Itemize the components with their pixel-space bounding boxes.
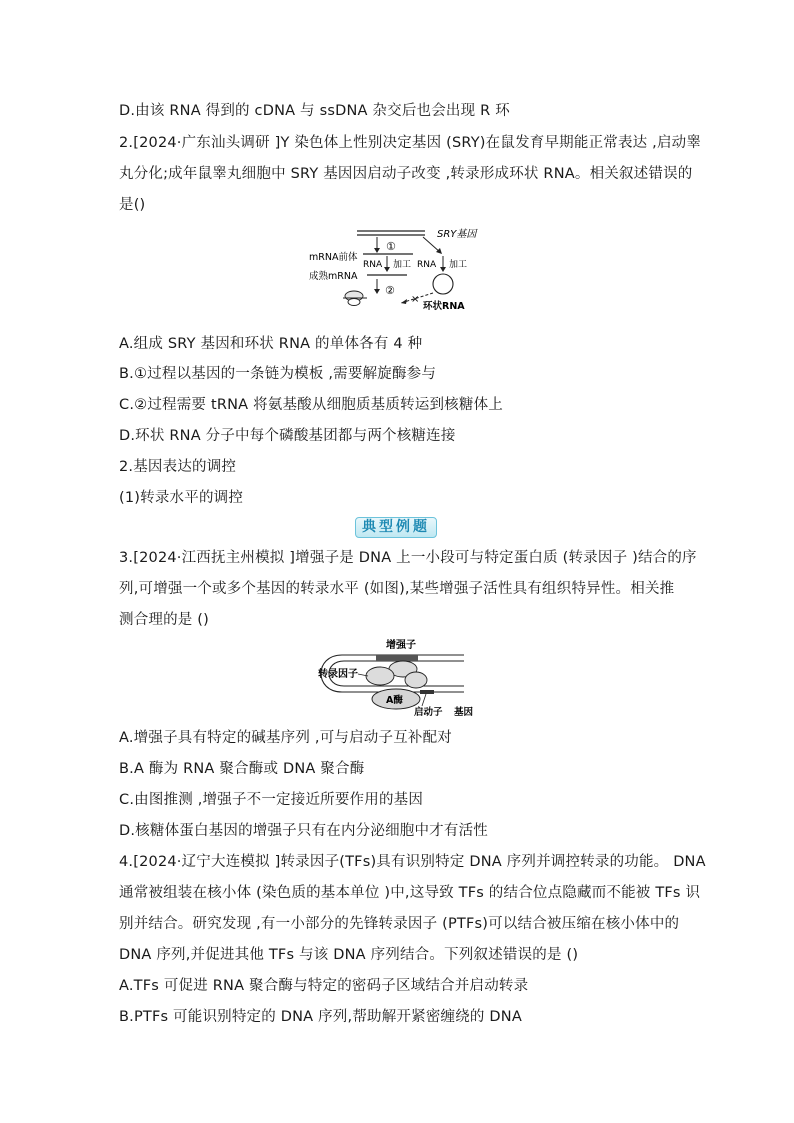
processing-label-left: 加工 bbox=[393, 260, 412, 270]
promoter-label: 启动子 bbox=[414, 707, 443, 718]
option-d-q1: D.由该 RNA 得到的 cDNA 与 ssDNA 杂交后也会出现 R 环 bbox=[119, 103, 510, 119]
question-4-line-2: 通常被组装在核小体 (染色质的基本单位 )中,这导致 TFs 的结合位点隐藏而不能被 TFs 识 bbox=[119, 885, 701, 901]
question-2-line-1: 2.[2024·广东汕头调研 ]Y 染色体上性别决定基因 (SRY)在鼠发育早期能正常表达 ,启动睾 bbox=[119, 135, 702, 151]
question-3-line-2: 列,可增强一个或多个基因的转录水平 (如图),某些增强子活性具有组织特异性。相关推 bbox=[119, 581, 675, 597]
enhancer-label: 增强子 bbox=[386, 640, 416, 651]
question-3-line-1: 3.[2024·江西抚主州模拟 ]增强子是 DNA 上一小段可与特定蛋白质 (转录因子 )结合的序 bbox=[119, 550, 697, 566]
mature-mrna-label: 成熟mRNA bbox=[309, 271, 358, 282]
option-d-q3: D.核糖体蛋白基因的增强子只有在内分泌细胞中才有活性 bbox=[119, 823, 488, 839]
sry-transcription-diagram bbox=[305, 223, 490, 315]
step-2-marker: ② bbox=[385, 284, 395, 297]
circular-rna-label: 环状RNA bbox=[423, 301, 465, 312]
option-c-q3: C.由图推测 ,增强子不一定接近所要作用的基因 bbox=[119, 792, 424, 808]
enhancer-diagram bbox=[312, 636, 492, 718]
processing-label-right: 加工 bbox=[449, 260, 468, 270]
option-a-q4: A.TFs 可促进 RNA 聚合酶与特定的密码子区域结合并启动转录 bbox=[119, 978, 529, 994]
transcription-factor-label: 转录因子 bbox=[318, 669, 358, 680]
option-b-q3: B.A 酶为 RNA 聚合酶或 DNA 聚合酶 bbox=[119, 761, 365, 777]
question-4-line-4: DNA 序列,并促进其他 TFs 与该 DNA 序列结合。下列叙述错误的是 () bbox=[119, 947, 579, 963]
question-2-line-3: 是() bbox=[119, 197, 146, 213]
example-badge: 典型例题 bbox=[355, 517, 437, 538]
rna-label-right: RNA bbox=[417, 260, 437, 270]
subsection-heading: (1)转录水平的调控 bbox=[119, 490, 244, 506]
option-b-q4: B.PTFs 可能识别特定的 DNA 序列,帮助解开紧密缠绕的 DNA bbox=[119, 1009, 522, 1025]
question-3-line-3: 测合理的是 () bbox=[119, 612, 210, 628]
section-heading: 2.基因表达的调控 bbox=[119, 459, 237, 475]
option-a-q3: A.增强子具有特定的碱基序列 ,可与启动子互补配对 bbox=[119, 730, 452, 746]
enzyme-a-label: A酶 bbox=[386, 695, 403, 706]
sry-gene-label: SRY基因 bbox=[437, 229, 477, 240]
question-2-line-2: 丸分化;成年鼠睾丸细胞中 SRY 基因因启动子改变 ,转录形成环状 RNA。相关叙述错误的 bbox=[119, 166, 693, 182]
option-a-q2: A.组成 SRY 基因和环状 RNA 的单体各有 4 种 bbox=[119, 336, 423, 352]
option-c-q2: C.②过程需要 tRNA 将氨基酸从细胞质基质转运到核糖体上 bbox=[119, 397, 503, 413]
question-4-line-3: 别并结合。研究发现 ,有一小部分的先锋转录因子 (PTFs)可以结合被压缩在核小体中的 bbox=[119, 916, 680, 932]
option-d-q2: D.环状 RNA 分子中每个磷酸基团都与两个核糖连接 bbox=[119, 428, 456, 444]
question-4-line-1: 4.[2024·辽宁大连模拟 ]转录因子(TFs)具有识别特定 DNA 序列并调控转录的功能。 DNA bbox=[119, 854, 706, 870]
gene-label: 基因 bbox=[454, 707, 474, 718]
blocked-mark: × bbox=[411, 294, 420, 305]
rna-label-left: RNA bbox=[363, 260, 383, 270]
option-b-q2: B.①过程以基因的一条链为模板 ,需要解旋酶参与 bbox=[119, 366, 437, 382]
mrna-precursor-label: mRNA前体 bbox=[309, 252, 358, 263]
step-1-marker: ① bbox=[386, 240, 396, 253]
